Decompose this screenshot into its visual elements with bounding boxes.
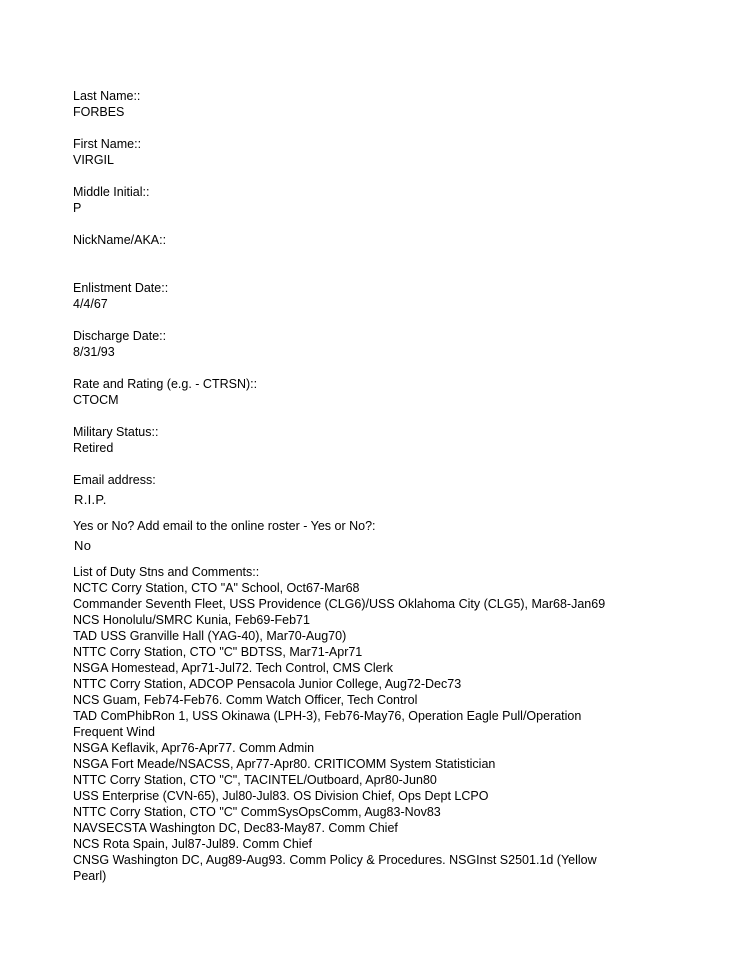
email-value: R.I.P. xyxy=(74,492,107,507)
duty-station-item: NSGA Homestead, Apr71-Jul72. Tech Control, CMS Clerk xyxy=(73,661,394,675)
duty-station-item: NTTC Corry Station, ADCOP Pensacola Junior College, Aug72-Dec73 xyxy=(73,677,462,691)
email-field xyxy=(73,472,673,512)
first-name-field xyxy=(73,136,673,168)
duty-station-item: Commander Seventh Fleet, USS Providence (CLG6)/USS Oklahoma City (CLG5), Mar68-Jan69 xyxy=(73,597,606,611)
roster-field xyxy=(73,518,673,558)
military-status-label: Military Status:: xyxy=(73,425,159,439)
duty-station-item: NCS Honolulu/SMRC Kunia, Feb69-Feb71 xyxy=(73,613,310,627)
duty-station-item: TAD USS Granville Hall (YAG-40), Mar70-Aug70) xyxy=(73,629,347,643)
rate-rating-label: Rate and Rating (e.g. - CTRSN):: xyxy=(73,377,258,391)
last-name-field xyxy=(73,88,673,120)
military-status-value: Retired xyxy=(73,441,114,455)
duty-station-item: NSGA Keflavik, Apr76-Apr77. Comm Admin xyxy=(73,741,315,755)
roster-value: No xyxy=(74,538,92,553)
duty-stations-list xyxy=(73,580,673,884)
duty-station-item: NAVSECSTA Washington DC, Dec83-May87. Comm Chief xyxy=(73,821,398,835)
duty-station-item: NTTC Corry Station, CTO "C", TACINTEL/Outboard, Apr80-Jun80 xyxy=(73,773,437,787)
roster-label: Yes or No? Add email to the online roster - Yes or No?: xyxy=(73,519,376,533)
profile-document xyxy=(73,88,673,900)
nickname-field xyxy=(73,232,673,264)
military-status-field xyxy=(73,424,673,456)
middle-initial-value: P xyxy=(73,201,82,215)
duty-station-item: TAD ComPhibRon 1, USS Okinawa (LPH-3), Feb76-May76, Operation Eagle Pull/Operation Frequent Wind xyxy=(73,709,582,739)
discharge-date-label: Discharge Date:: xyxy=(73,329,167,343)
discharge-date-value: 8/31/93 xyxy=(73,345,115,359)
enlistment-date-value: 4/4/67 xyxy=(73,297,108,311)
enlistment-date-field xyxy=(73,280,673,312)
rate-rating-value: CTOCM xyxy=(73,393,119,407)
duty-station-item: NCS Rota Spain, Jul87-Jul89. Comm Chief xyxy=(73,837,312,851)
first-name-value: VIRGIL xyxy=(73,153,114,167)
last-name-value: FORBES xyxy=(73,105,125,119)
email-label: Email address: xyxy=(73,473,156,487)
enlistment-date-label: Enlistment Date:: xyxy=(73,281,169,295)
nickname-value xyxy=(73,248,673,264)
last-name-label: Last Name:: xyxy=(73,89,141,103)
duty-stations-label: List of Duty Stns and Comments:: xyxy=(73,565,260,579)
duty-station-item: NTTC Corry Station, CTO "C" BDTSS, Mar71-Apr71 xyxy=(73,645,363,659)
duty-station-item: NTTC Corry Station, CTO "C" CommSysOpsComm, Aug83-Nov83 xyxy=(73,805,441,819)
middle-initial-field xyxy=(73,184,673,216)
duty-station-item: NCTC Corry Station, CTO "A" School, Oct67-Mar68 xyxy=(73,581,360,595)
duty-station-item: NCS Guam, Feb74-Feb76. Comm Watch Officer, Tech Control xyxy=(73,693,418,707)
first-name-label: First Name:: xyxy=(73,137,142,151)
nickname-label: NickName/AKA:: xyxy=(73,233,167,247)
duty-stations-section xyxy=(73,564,673,884)
duty-station-item: CNSG Washington DC, Aug89-Aug93. Comm Policy & Procedures. NSGInst S2501.1d (Yellow Pearl) xyxy=(73,853,597,883)
duty-station-item: USS Enterprise (CVN-65), Jul80-Jul83. OS Division Chief, Ops Dept LCPO xyxy=(73,789,489,803)
discharge-date-field xyxy=(73,328,673,360)
middle-initial-label: Middle Initial:: xyxy=(73,185,150,199)
duty-station-item: NSGA Fort Meade/NSACSS, Apr77-Apr80. CRITICOMM System Statistician xyxy=(73,757,496,771)
rate-rating-field xyxy=(73,376,673,408)
